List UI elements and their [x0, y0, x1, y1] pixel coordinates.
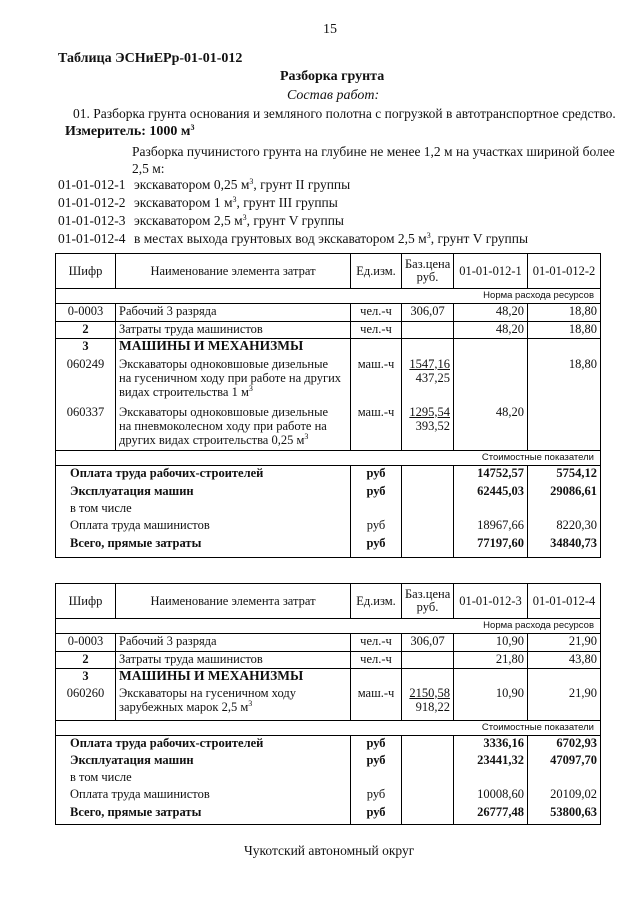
table-cell: 47097,70 [528, 753, 601, 770]
table-cell: 62445,03 [454, 484, 528, 501]
table-cell: Оплата труда рабочих-строителей [56, 466, 351, 484]
table-cell: 1295,54 393,52 [402, 405, 454, 451]
table-cell: 10,90 [454, 634, 528, 652]
header-code: Шифр [56, 254, 116, 289]
header-name: Наименование элемента затрат [116, 584, 351, 619]
table-cell: 060249 [56, 357, 116, 405]
table-cell: 2 [56, 652, 116, 669]
table-cell: 48,20 [454, 322, 528, 339]
table-cell: 23441,32 [454, 753, 528, 770]
table-cell: 6702,93 [528, 736, 601, 753]
table-cell: 26777,48 [454, 805, 528, 825]
table-cell: руб [351, 536, 402, 558]
table-cell: маш.-ч [351, 405, 402, 451]
table-cell: 29086,61 [528, 484, 601, 501]
table-cell: Рабочий 3 разряда [116, 634, 351, 652]
table-cell: 18,80 [528, 322, 601, 339]
table-cell [402, 536, 454, 558]
table-cell: чел.-ч [351, 304, 402, 322]
description-line-1: Разборка пучинистого грунта на глубине не менее 1,2 м на участках шириной более [132, 144, 615, 159]
table-cell: Всего, прямые затраты [56, 805, 351, 825]
table-cell: МАШИНЫ И МЕХАНИЗМЫ [116, 669, 351, 686]
header-col-a: 01-01-012-1 [454, 254, 528, 289]
table-cell: чел.-ч [351, 322, 402, 339]
table-cell: 3 [56, 339, 116, 357]
table-cell [454, 357, 528, 405]
table-cell: 8220,30 [528, 518, 601, 536]
cost-label: Стоимостные показатели [56, 721, 601, 736]
table-cell: 21,80 [454, 652, 528, 669]
table-cell: руб [351, 736, 402, 753]
code-list [58, 176, 528, 248]
table-cell: Всего, прямые затраты [56, 536, 351, 558]
table-cell: 18967,66 [454, 518, 528, 536]
table-cell: 060337 [56, 405, 116, 451]
table-cell: 0-0003 [56, 304, 116, 322]
table-cell: в том числе [56, 501, 351, 518]
footer: Чукотский автономный округ [244, 843, 415, 858]
table-cell: 21,90 [528, 686, 601, 721]
table-cell: руб [351, 787, 402, 805]
table-cell: руб [351, 484, 402, 501]
table-cell: маш.-ч [351, 686, 402, 721]
table-cell: 0-0003 [56, 634, 116, 652]
header-col-a: 01-01-012-3 [454, 584, 528, 619]
table-cell [528, 770, 601, 787]
table-cell: 20109,02 [528, 787, 601, 805]
table-cell: 060260 [56, 686, 116, 721]
composition-title: Состав работ: [287, 88, 380, 103]
description-line-2: 2,5 м: [132, 161, 165, 176]
table-cell [351, 770, 402, 787]
table-cell: Оплата труда рабочих-строителей [56, 736, 351, 753]
table-cell: Экскаваторы одноковшовые дизельные на гусеничном ходу при работе на других видах строительства 1 $м^3$ [116, 357, 351, 405]
table-cell: Эксплуатация машин [56, 484, 351, 501]
norm-label: Норма расхода ресурсов [56, 289, 601, 304]
table-cell: руб [351, 805, 402, 825]
table-cell [454, 501, 528, 518]
table-cell [402, 322, 454, 339]
page-number: 15 [323, 22, 337, 37]
table-cell: руб [351, 518, 402, 536]
table-cell: Оплата труда машинистов [56, 787, 351, 805]
table-cell [402, 339, 454, 357]
table-cell: МАШИНЫ И МЕХАНИЗМЫ [116, 339, 351, 357]
table-cell: 14752,57 [454, 466, 528, 484]
table-cell: 53800,63 [528, 805, 601, 825]
code-list-item: 01-01-012-1 экскаватором 0,25 $м^3$, грунт II группы [58, 177, 351, 192]
table-cell: 77197,60 [454, 536, 528, 558]
header-name: Наименование элемента затрат [116, 254, 351, 289]
table-cell: чел.-ч [351, 652, 402, 669]
table-cell: 1547,16 437,25 [402, 357, 454, 405]
table-cell: Экскаваторы на гусеничном ходу зарубежных марок 2,5 $м^3$ [116, 686, 351, 721]
table-cell: в том числе [56, 770, 351, 787]
code-list-item: 01-01-012-4 в местах выхода грунтовых вод экскаватором 2,5 $м^3$, грунт V группы [58, 231, 529, 246]
table-cell [402, 805, 454, 825]
table-cell [402, 652, 454, 669]
header-price: Баз.цена руб. [402, 254, 454, 289]
table-cell [528, 501, 601, 518]
section-title: Разборка грунта [280, 69, 385, 84]
table-cell [351, 339, 402, 357]
cost-label: Стоимостные показатели [56, 451, 601, 466]
table-cell [402, 753, 454, 770]
table-cell [528, 339, 601, 357]
meter-label: Измеритель: 1000 $м^3$ [65, 123, 195, 139]
table-cell [402, 501, 454, 518]
table-cell [454, 669, 528, 686]
table-cell [402, 466, 454, 484]
table-cell: 2150,58 918,22 [402, 686, 454, 721]
header-col-b: 01-01-012-2 [528, 254, 601, 289]
table-title: Таблица ЭСНиЕРр-01-01-012 [58, 51, 243, 66]
table-cell: 3 [56, 669, 116, 686]
header-code: Шифр [56, 584, 116, 619]
table-cell: чел.-ч [351, 634, 402, 652]
header-unit: Ед.изм. [351, 254, 402, 289]
table-cell [402, 518, 454, 536]
table-cell: Затраты труда машинистов [116, 322, 351, 339]
table-cell: 48,20 [454, 405, 528, 451]
work-item: 01. Разборка грунта основания и земляного полотна с погрузкой в автотранспортное средство. [73, 106, 616, 121]
table-cell [402, 669, 454, 686]
table-cell: 21,90 [528, 634, 601, 652]
table-cell [528, 405, 601, 451]
table-cell [351, 501, 402, 518]
table-cell [402, 736, 454, 753]
table-cell: Экскаваторы одноковшовые дизельные на пневмоколесном ходу при работе на других видах строительства 0,25 $м^3$ [116, 405, 351, 451]
norm-label: Норма расхода ресурсов [56, 619, 601, 634]
table-cell: 3336,16 [454, 736, 528, 753]
table-cell: Эксплуатация машин [56, 753, 351, 770]
table-cell: 306,07 [402, 304, 454, 322]
code-list-item: 01-01-012-3 экскаватором 2,5 $м^3$, грунт V группы [58, 213, 344, 228]
description [132, 143, 615, 177]
table-cell [351, 669, 402, 686]
table-cell: Затраты труда машинистов [116, 652, 351, 669]
table-cell: 2 [56, 322, 116, 339]
table-cell: Рабочий 3 разряда [116, 304, 351, 322]
table-cell [528, 669, 601, 686]
resource-table-2 [55, 583, 601, 825]
header-unit: Ед.изм. [351, 584, 402, 619]
table-cell [402, 770, 454, 787]
table-cell [454, 770, 528, 787]
code-list-item: 01-01-012-2 экскаватором 1 $м^3$, грунт III группы [58, 195, 338, 210]
resource-table-1 [55, 253, 601, 558]
table-cell: 34840,73 [528, 536, 601, 558]
table-cell [454, 339, 528, 357]
table-cell: Оплата труда машинистов [56, 518, 351, 536]
table-cell: 10008,60 [454, 787, 528, 805]
header-price: Баз.цена руб. [402, 584, 454, 619]
table-cell: 18,80 [528, 304, 601, 322]
table-cell: 306,07 [402, 634, 454, 652]
table-cell: руб [351, 466, 402, 484]
table-cell: 10,90 [454, 686, 528, 721]
table-cell: 48,20 [454, 304, 528, 322]
table-cell: 43,80 [528, 652, 601, 669]
header-col-b: 01-01-012-4 [528, 584, 601, 619]
table-cell: 18,80 [528, 357, 601, 405]
table-cell: 5754,12 [528, 466, 601, 484]
table-cell [402, 787, 454, 805]
table-cell: маш.-ч [351, 357, 402, 405]
table-cell [402, 484, 454, 501]
table-cell: руб [351, 753, 402, 770]
